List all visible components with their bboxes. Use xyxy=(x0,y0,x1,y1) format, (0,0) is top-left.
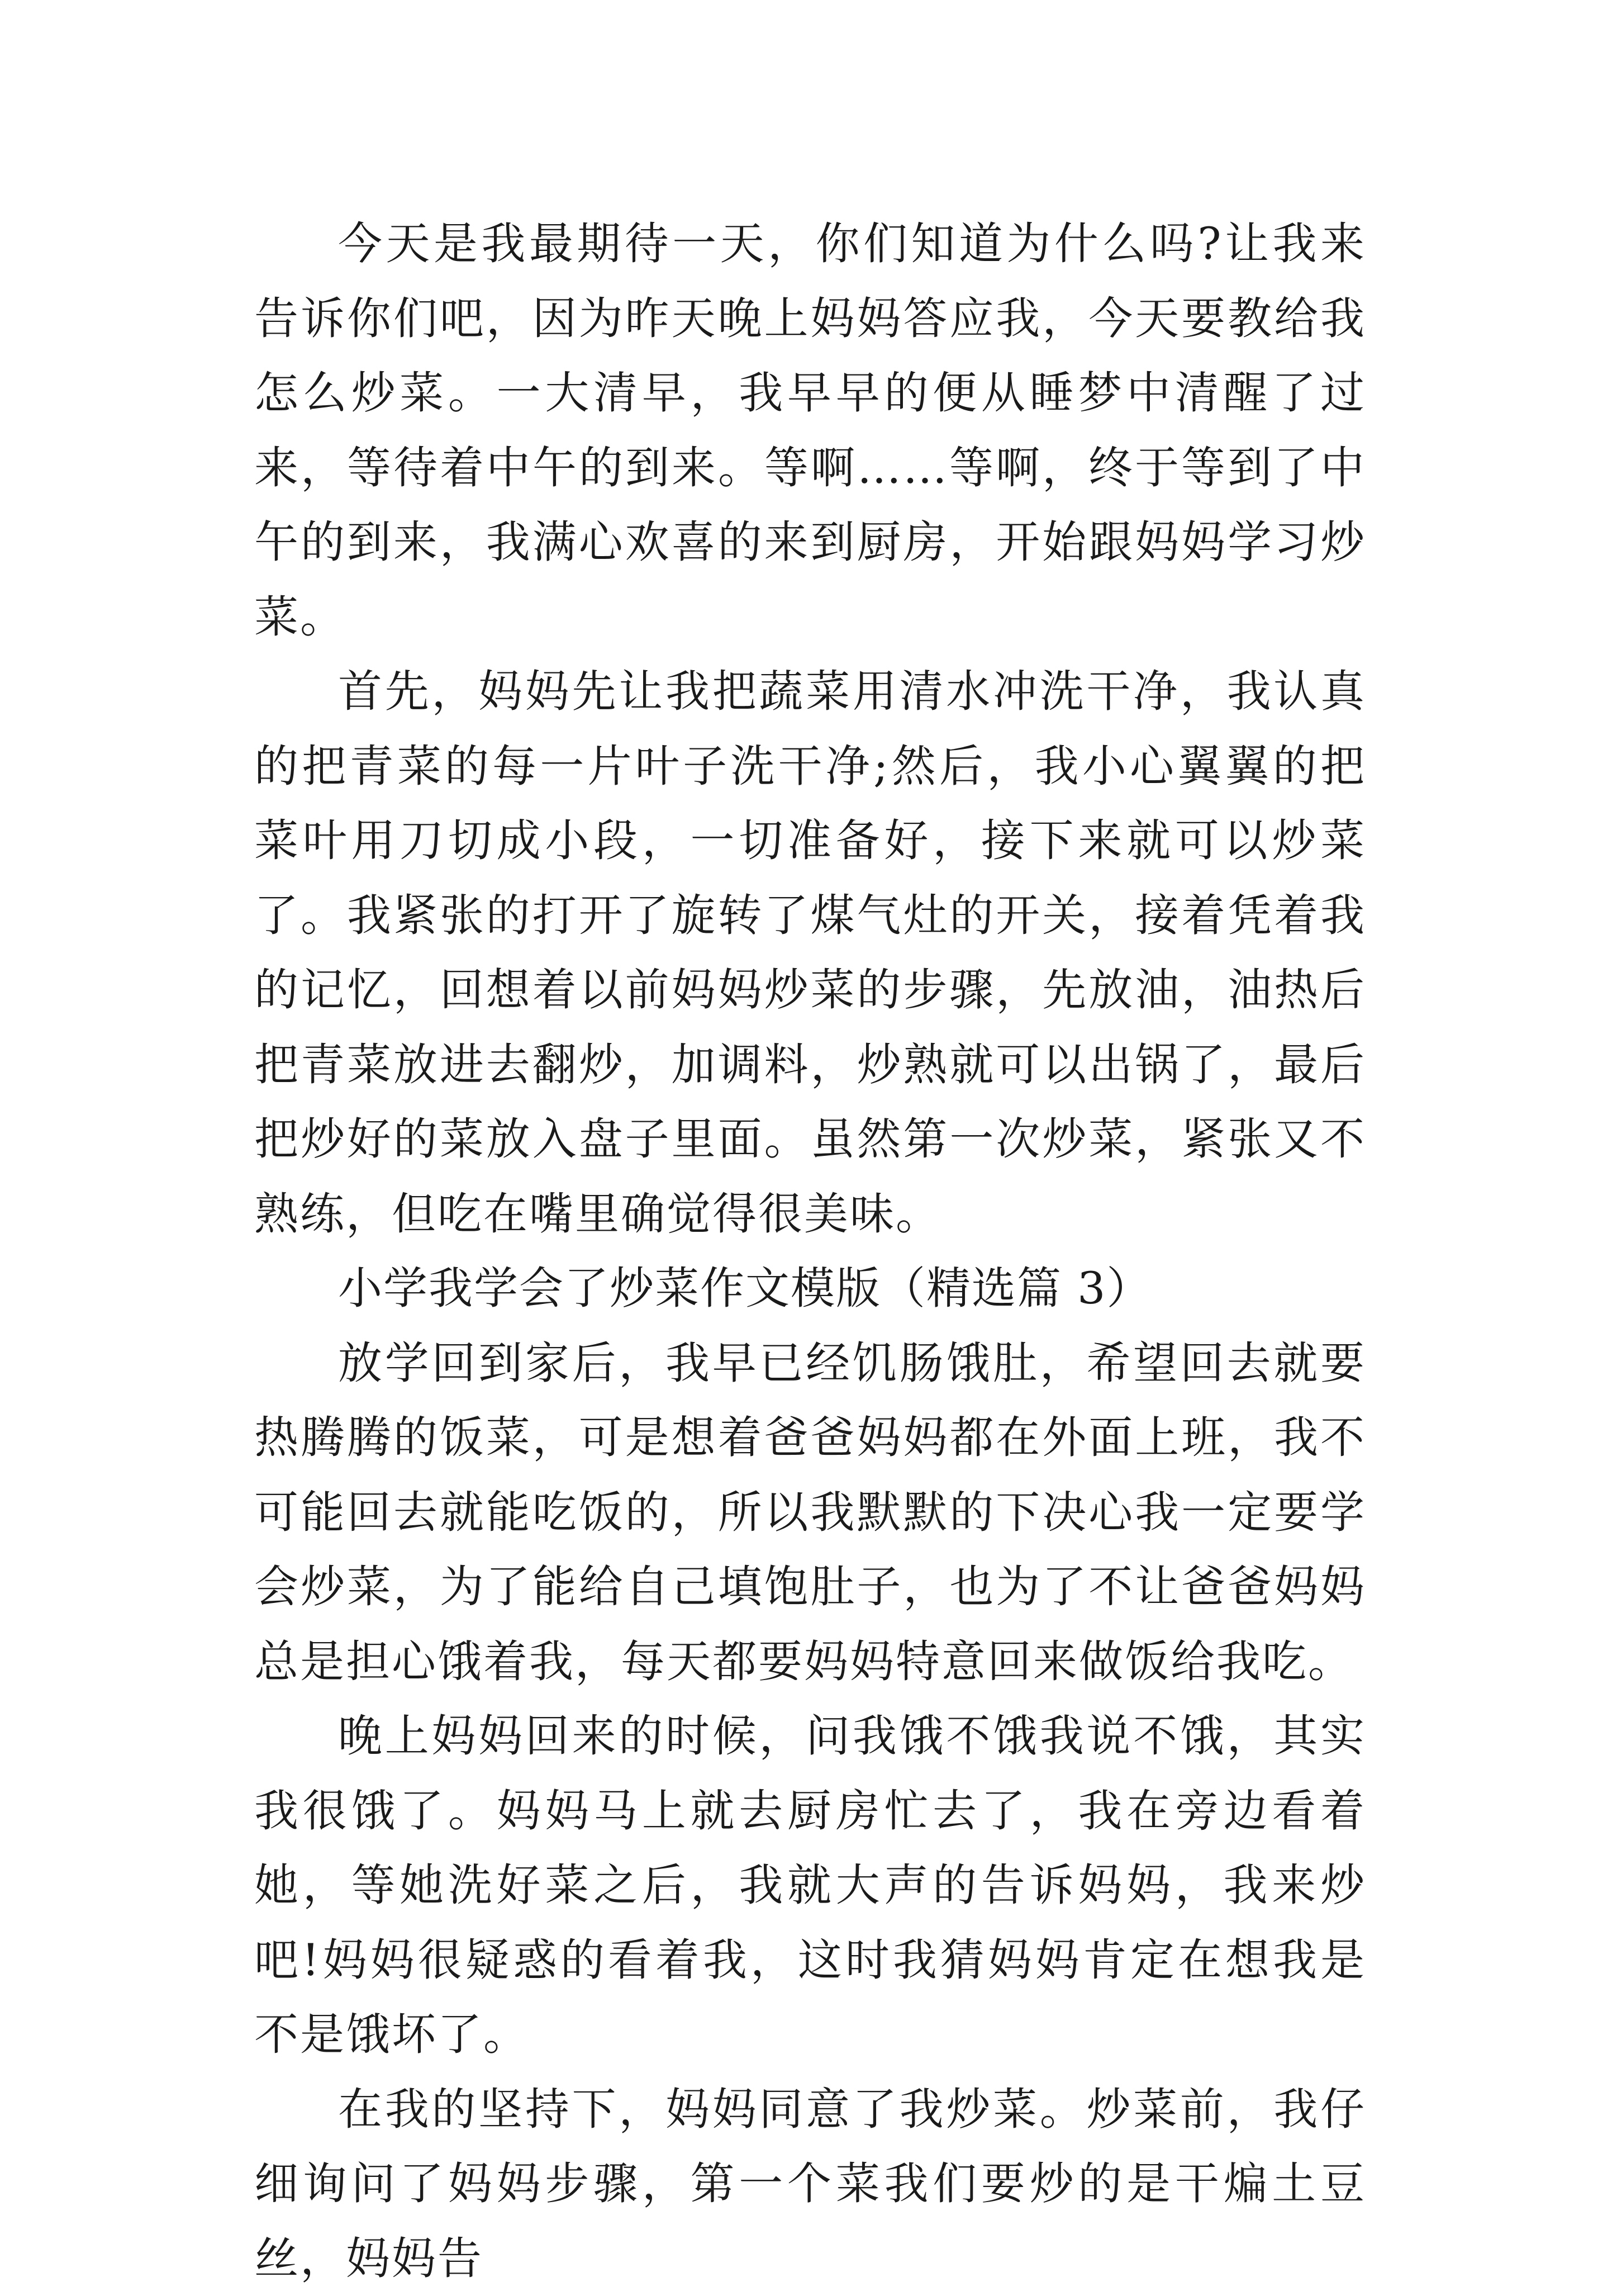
paragraph-3: 放学回到家后，我早已经饥肠饿肚，希望回去就要热腾腾的饭菜，可是想着爸爸妈妈都在外面上班，我不可能回去就能吃饭的，所以我默默的下决心我一定要学会炒菜，为了能给自己填饱肚子，也为了不让爸爸妈妈总是担心饿着我，每天都要妈妈特意回来做饭给我吃。 xyxy=(254,1326,1366,1700)
document-body xyxy=(254,207,1366,2296)
paragraph-5: 在我的坚持下，妈妈同意了我炒菜。炒菜前，我仔细询问了妈妈步骤，第一个菜我们要炒的是干煸土豆丝，妈妈告 xyxy=(254,2072,1366,2296)
paragraph-1: 今天是我最期待一天，你们知道为什么吗?让我来告诉你们吧，因为昨天晚上妈妈答应我，今天要教给我怎么炒菜。一大清早，我早早的便从睡梦中清醒了过来，等待着中午的到来。等啊……等啊，终于等到了中午的到来，我满心欢喜的来到厨房，开始跟妈妈学习炒菜。 xyxy=(254,207,1366,654)
paragraph-4: 晚上妈妈回来的时候，问我饿不饿我说不饿，其实我很饿了。妈妈马上就去厨房忙去了，我在旁边看着她，等她洗好菜之后，我就大声的告诉妈妈，我来炒吧!妈妈很疑惑的看着我，这时我猜妈妈肯定在想我是不是饿坏了。 xyxy=(254,1699,1366,2072)
section-heading: 小学我学会了炒菜作文模版（精选篇 3） xyxy=(254,1251,1366,1326)
paragraph-2: 首先，妈妈先让我把蔬菜用清水冲洗干净，我认真的把青菜的每一片叶子洗干净;然后，我小心翼翼的把菜叶用刀切成小段，一切准备好，接下来就可以炒菜了。我紧张的打开了旋转了煤气灶的开关，接着凭着我的记忆，回想着以前妈妈炒菜的步骤，先放油，油热后把青菜放进去翻炒，加调料，炒熟就可以出锅了，最后把炒好的菜放入盘子里面。虽然第一次炒菜，紧张又不熟练，但吃在嘴里确觉得很美味。 xyxy=(254,654,1366,1251)
